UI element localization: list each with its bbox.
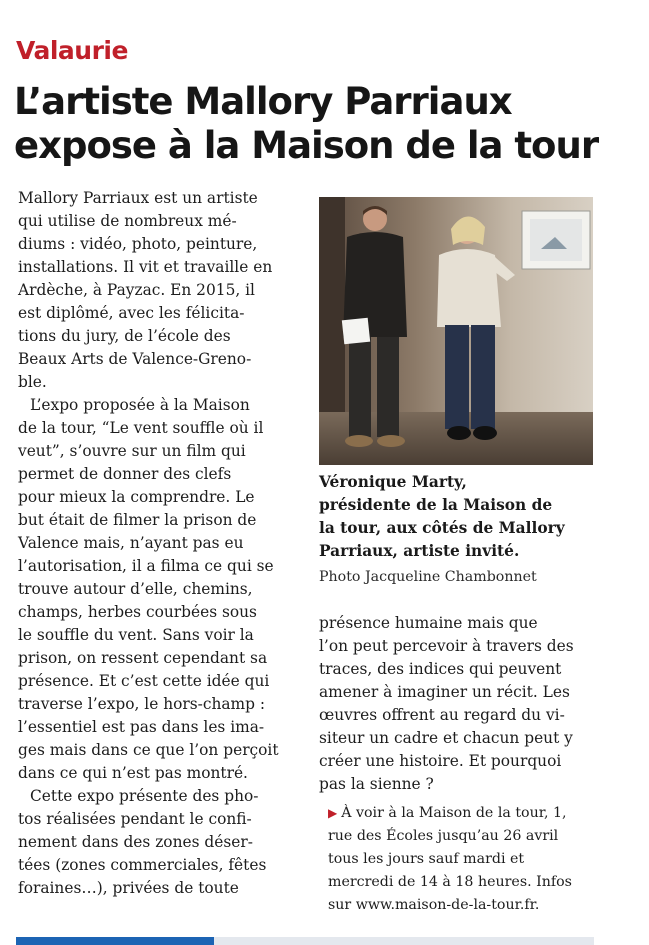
caption-line: Véronique Marty,	[319, 473, 467, 491]
body-line: foraines…), privées de toute	[18, 879, 239, 897]
caption-line: présidente de la Maison de	[319, 496, 553, 514]
body-line: pour mieux la comprendre. Le	[18, 488, 255, 506]
arrow-right-icon: ▶	[328, 806, 338, 820]
body-line: le souffle du vent. Sans voir la	[18, 626, 254, 644]
body-line: est diplômé, avec les félicita-	[18, 304, 245, 322]
section-rubric: Valaurie	[16, 36, 128, 65]
caption-line: la tour, aux côtés de Mallory	[319, 519, 565, 537]
body-line: permet de donner des clefs	[18, 465, 232, 483]
body-line: qui utilise de nombreux mé-	[18, 212, 237, 230]
body-line: installations. Il vit et travaille en	[18, 258, 273, 276]
article-headline	[14, 80, 634, 168]
body-line: dans ce qui n’est pas montré.	[18, 764, 248, 782]
body-line: tions du jury, de l’école des	[18, 327, 231, 345]
info-line: rue des Écoles jusqu’au 26 avril	[328, 828, 559, 844]
body-line: veut”, s’ouvre sur un film qui	[18, 442, 246, 460]
body-line: amener à imaginer un récit. Les	[319, 683, 570, 701]
body-line: Mallory Parriaux est un artiste	[18, 189, 258, 207]
photo-credit: Photo Jacqueline Chambonnet	[319, 569, 537, 585]
body-line: traces, des indices qui peuvent	[319, 660, 562, 678]
footer-accent	[16, 937, 214, 945]
body-line: L’expo proposée à la Maison	[30, 396, 250, 414]
headline-line: expose à la Maison de la tour	[14, 124, 599, 167]
body-line: présence humaine mais que	[319, 614, 538, 632]
info-text: À voir à la Maison de la tour, 1,	[341, 805, 567, 821]
body-line: pas la sienne ?	[319, 775, 434, 793]
article-photo	[319, 197, 593, 465]
body-line: présence. Et c’est cette idée qui	[18, 672, 270, 690]
info-line	[328, 802, 598, 825]
body-line: siteur un cadre et chacun peut y	[319, 729, 573, 747]
body-line: nement dans des zones déser-	[18, 833, 253, 851]
body-line: l’on peut percevoir à travers des	[319, 637, 574, 655]
article-body-left	[18, 187, 298, 900]
body-line: créer une histoire. Et pourquoi	[319, 752, 562, 770]
article-body-right	[319, 612, 599, 796]
photo-caption	[319, 471, 599, 563]
body-line: ble.	[18, 373, 47, 391]
body-line: champs, herbes courbées sous	[18, 603, 257, 621]
body-line: Cette expo présente des pho-	[30, 787, 259, 805]
body-line: prison, on ressent cependant sa	[18, 649, 268, 667]
body-line: l’autorisation, il a filma ce qui se	[18, 557, 274, 575]
body-line: traverse l’expo, le hors-champ :	[18, 695, 266, 713]
footer-bar	[16, 937, 594, 945]
body-line: l’essentiel est pas dans les ima-	[18, 718, 265, 736]
body-line: Ardèche, à Payzac. En 2015, il	[18, 281, 255, 299]
info-line: mercredi de 14 à 18 heures. Infos	[328, 874, 572, 890]
body-line: tées (zones commerciales, fêtes	[18, 856, 267, 874]
headline-line: L’artiste Mallory Parriaux	[14, 80, 512, 123]
body-line: œuvres offrent au regard du vi-	[319, 706, 565, 724]
body-line: trouve autour d’elle, chemins,	[18, 580, 253, 598]
body-line: de la tour, “Le vent souffle où il	[18, 419, 264, 437]
body-line: tos réalisées pendant le confi-	[18, 810, 252, 828]
caption-line: Parriaux, artiste invité.	[319, 542, 520, 560]
practical-info	[328, 802, 598, 917]
body-line: ges mais dans ce que l’on perçoit	[18, 741, 279, 759]
body-line: but était de filmer la prison de	[18, 511, 257, 529]
info-line: sur www.maison-de-la-tour.fr.	[328, 897, 540, 913]
body-line: Beaux Arts de Valence-Greno-	[18, 350, 252, 368]
body-line: Valence mais, n’ayant pas eu	[18, 534, 244, 552]
body-line: diums : vidéo, photo, peinture,	[18, 235, 258, 253]
info-line: tous les jours sauf mardi et	[328, 851, 525, 867]
photo-two-people-gallery-icon	[319, 197, 593, 465]
